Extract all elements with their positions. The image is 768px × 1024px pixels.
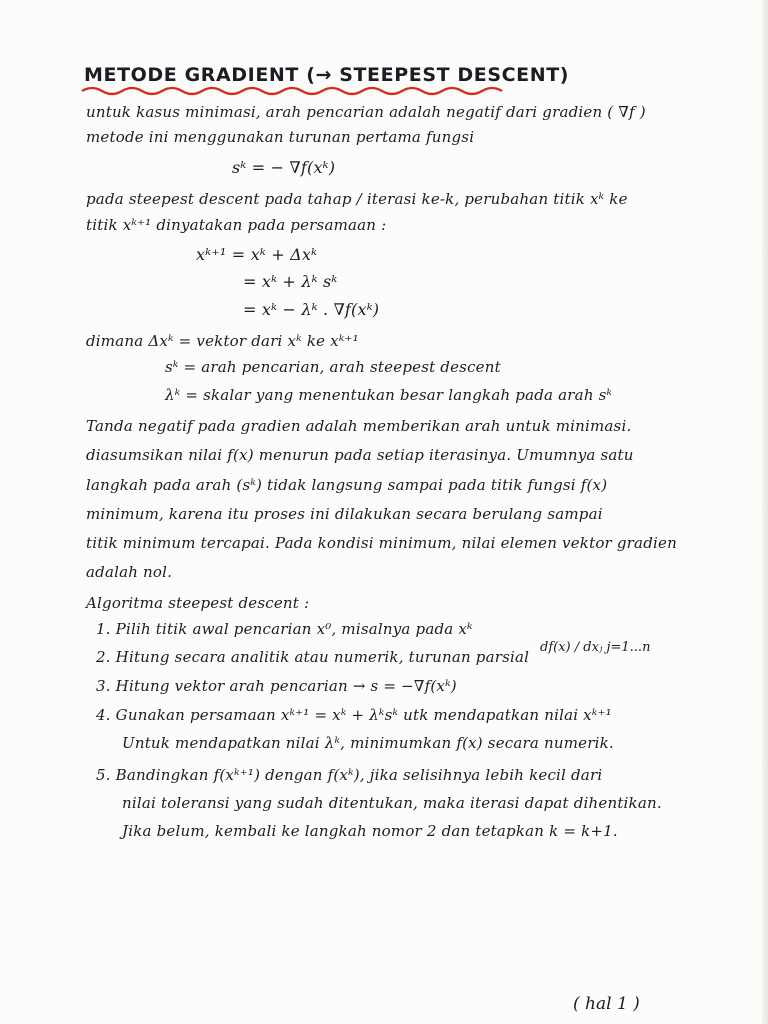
- text-line-1: untuk kasus minimasi, arah pencarian adalah negatif dari gradien ( ∇f ): [86, 103, 646, 121]
- text-line-4: titik xᵏ⁺¹ dinyatakan pada persamaan :: [86, 216, 387, 234]
- algorithm-step-1: 1. Pilih titik awal pencarian x⁰, misalnya pada xᵏ: [96, 620, 473, 638]
- equation-sk: sᵏ = − ∇f(xᵏ): [232, 158, 336, 177]
- text-line-3: pada steepest descent pada tahap / iterasi ke-k, perubahan titik xᵏ ke: [86, 190, 628, 208]
- definition-s: sᵏ = arah pencarian, arah steepest descent: [165, 358, 501, 376]
- equation-3: = xᵏ − λᵏ . ∇f(xᵏ): [243, 300, 380, 319]
- paragraph-line-6: adalah nol.: [86, 563, 173, 581]
- definition-lambda: λᵏ = skalar yang menentukan besar langkah pada arah sᵏ: [165, 386, 613, 404]
- algorithm-step-5-detail: nilai toleransi yang sudah ditentukan, maka iterasi dapat dihentikan.: [122, 794, 662, 812]
- paragraph-line-3: langkah pada arah (sᵏ) tidak langsung sampai pada titik fungsi f(x): [86, 476, 608, 494]
- algorithm-step-2: 2. Hitung secara analitik atau numerik, turunan parsial: [96, 648, 530, 666]
- partial-derivative-notation: df(x) / dxⱼ j=1...n: [540, 640, 651, 655]
- equation-2: = xᵏ + λᵏ sᵏ: [243, 272, 338, 291]
- algorithm-step-3: 3. Hitung vektor arah pencarian → s = −∇f(xᵏ): [96, 677, 457, 695]
- paragraph-line-2: diasumsikan nilai f(x) menurun pada setiap iterasinya. Umumnya satu: [86, 446, 634, 464]
- definition-delta: dimana Δxᵏ = vektor dari xᵏ ke xᵏ⁺¹: [86, 332, 359, 350]
- paragraph-line-5: titik minimum tercapai. Pada kondisi minimum, nilai elemen vektor gradien: [86, 534, 677, 552]
- algorithm-step-4-detail: Untuk mendapatkan nilai λᵏ, minimumkan f(x) secara numerik.: [122, 734, 614, 752]
- equation-1: xᵏ⁺¹ = xᵏ + Δxᵏ: [196, 245, 318, 264]
- page-number: ( hal 1 ): [573, 994, 640, 1014]
- title-underline: [80, 84, 510, 98]
- paragraph-line-4: minimum, karena itu proses ini dilakukan secara berulang sampai: [86, 505, 603, 523]
- scan-edge: [762, 0, 768, 1024]
- algorithm-step-5: 5. Bandingkan f(xᵏ⁺¹) dengan f(xᵏ), jika selisihnya lebih kecil dari: [96, 766, 603, 784]
- paragraph-line-1: Tanda negatif pada gradien adalah memberikan arah untuk minimasi.: [86, 417, 632, 435]
- text-line-2: metode ini menggunakan turunan pertama fungsi: [86, 128, 475, 146]
- algorithm-step-4: 4. Gunakan persamaan xᵏ⁺¹ = xᵏ + λᵏsᵏ utk mendapatkan nilai xᵏ⁺¹: [96, 706, 612, 724]
- algorithm-title: Algoritma steepest descent :: [86, 594, 310, 612]
- page-title: METODE GRADIENT (→ STEEPEST DESCENT): [84, 64, 570, 86]
- algorithm-step-5-detail-2: Jika belum, kembali ke langkah nomor 2 dan tetapkan k = k+1.: [122, 822, 618, 840]
